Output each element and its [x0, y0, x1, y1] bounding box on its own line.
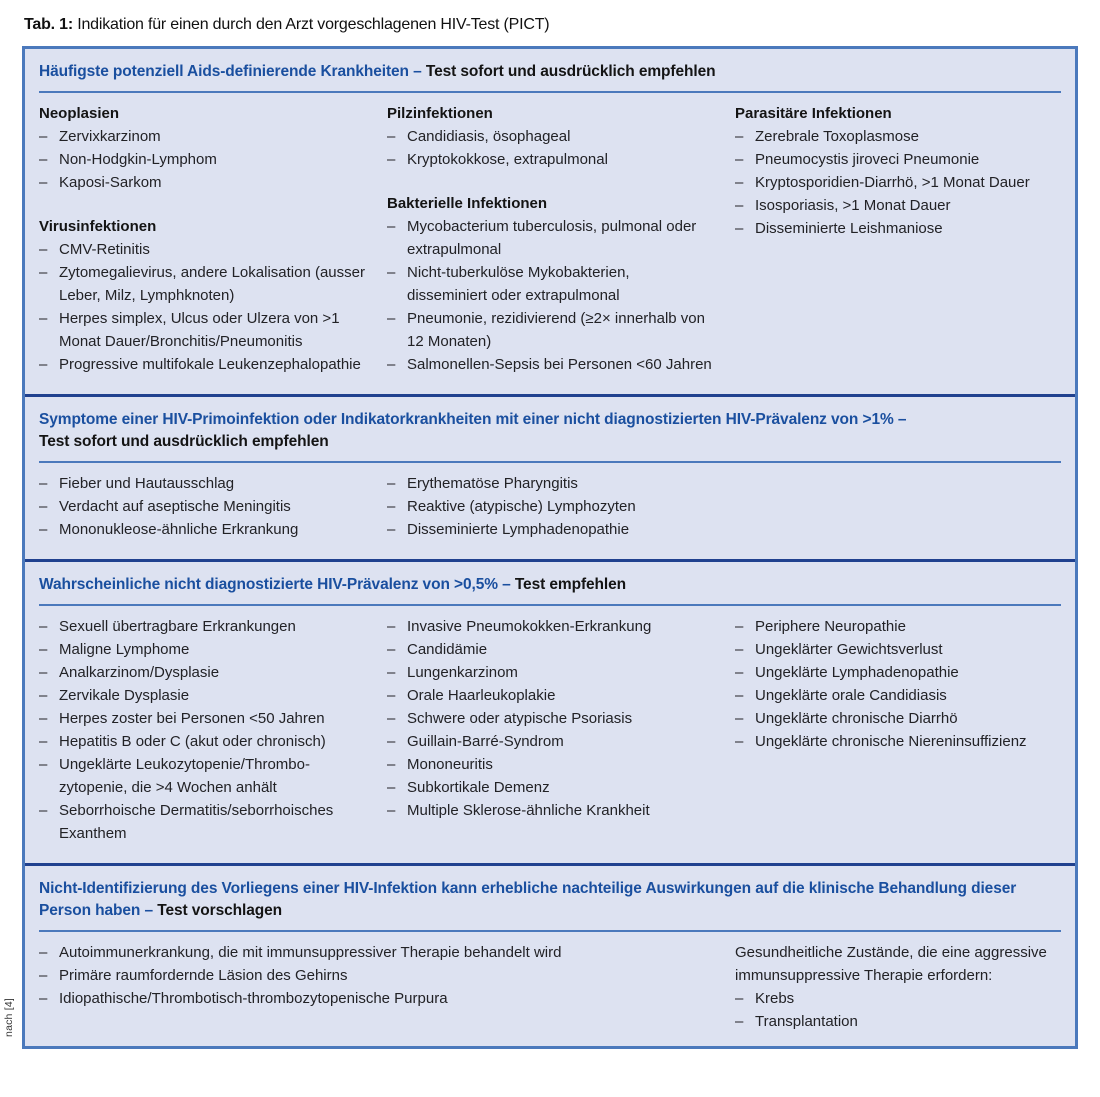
list-item — [387, 661, 713, 684]
list-item — [387, 684, 713, 707]
list-item — [39, 472, 365, 495]
item-group — [39, 215, 365, 376]
content-column — [387, 472, 713, 541]
list-item-text: Disseminierte Leishmaniose — [755, 220, 943, 237]
item-group — [39, 102, 365, 194]
list-item-text: Isosporiasis, >1 Monat Dauer — [755, 197, 951, 214]
list-item — [387, 125, 713, 148]
list-item-text: Maligne Lymphome — [59, 641, 190, 658]
list-item-text: Candidiasis, ösophageal — [407, 128, 571, 145]
section-heading — [25, 397, 1075, 461]
list-item — [39, 495, 365, 518]
section-heading-recommendation: Test vorschlagen — [157, 902, 282, 919]
item-dash-marker — [39, 307, 59, 353]
list-item-text: Mononukleose-ähnliche Erkrankung — [59, 521, 299, 538]
list-item-text: Fieber und Hautausschlag — [59, 475, 235, 492]
item-dash-marker — [39, 987, 59, 1010]
list-item — [39, 261, 365, 307]
item-dash-marker — [387, 638, 407, 661]
list-item-text: Zervikale Dysplasie — [59, 687, 190, 704]
list-item — [387, 307, 713, 353]
item-dash-marker — [735, 125, 755, 148]
item-dash-marker — [39, 472, 59, 495]
section-heading-recommendation: Test sofort und ausdrücklich empfehlen — [425, 63, 716, 80]
list-item-text: Zerebrale Toxoplasmose — [755, 128, 919, 145]
list-item-text: Herpes zoster bei Personen <50 Jahren — [59, 710, 325, 727]
item-dash-marker — [39, 638, 59, 661]
list-item — [39, 964, 713, 987]
list-item — [735, 125, 1061, 148]
list-item-text: Disseminierte Lymphadenopathie — [407, 521, 630, 538]
list-item-text: Pneumocystis jiroveci Pneumonie — [755, 151, 980, 168]
list-item — [735, 171, 1061, 194]
list-item — [387, 799, 713, 822]
list-item-text: Non-Hodgkin-Lymphom — [59, 151, 217, 168]
list-item — [39, 171, 365, 194]
content-column — [735, 615, 1061, 845]
list-item-text: Kryptokokkose, extrapulmonal — [407, 151, 608, 168]
content-column — [735, 941, 1061, 1033]
item-dash-marker — [39, 353, 59, 376]
list-item-text: Schwere oder atypische Psoriasis — [407, 710, 633, 727]
item-dash-marker — [387, 125, 407, 148]
item-dash-marker — [387, 148, 407, 171]
item-dash-marker — [387, 615, 407, 638]
content-column — [39, 102, 365, 376]
section-heading — [25, 866, 1075, 930]
list-item — [39, 684, 365, 707]
list-item — [39, 707, 365, 730]
item-dash-marker — [387, 799, 407, 822]
list-item-text: Mycobacterium tuberculosis, pulmonal oder extrapulmonal — [407, 218, 697, 258]
list-item — [735, 217, 1061, 240]
list-item — [39, 753, 365, 799]
list-item-text: Multiple Sklerose-ähnliche Krankheit — [407, 802, 650, 819]
item-dash-marker — [387, 261, 407, 307]
list-item — [39, 799, 365, 845]
item-group — [387, 192, 713, 376]
item-group — [39, 941, 713, 1010]
content-column — [39, 472, 365, 541]
item-dash-marker — [387, 215, 407, 261]
list-item — [735, 1010, 1061, 1033]
list-item-text: Ungeklärte chronische Diarrhö — [755, 710, 958, 727]
section-heading-condition: Symptome einer HIV-Primoinfektion oder Indikatorkrankheiten mit einer nicht diagnostizierten HIV-Prävalenz von >1% – — [39, 411, 907, 428]
list-item-text: Subkortikale Demenz — [407, 779, 550, 796]
list-item — [387, 615, 713, 638]
list-item — [39, 353, 365, 376]
list-item — [39, 987, 713, 1010]
list-item — [39, 238, 365, 261]
list-item — [39, 307, 365, 353]
list-item-text: CMV-Retinitis — [59, 241, 150, 258]
list-item — [387, 472, 713, 495]
list-item — [735, 615, 1061, 638]
item-dash-marker — [387, 307, 407, 353]
source-note: nach [4] — [3, 998, 15, 1037]
table-caption — [24, 15, 1078, 35]
list-item-text: Zytomegalievirus, andere Lokalisation (ausser Leber, Milz, Lymphknoten) — [59, 264, 365, 304]
item-group — [735, 941, 1061, 1033]
list-item-text: Salmonellen-Sepsis bei Personen <60 Jahren — [407, 356, 712, 373]
section-heading-recommendation: Test sofort und ausdrücklich empfehlen — [39, 433, 329, 450]
list-item-text: Idiopathische/Thrombotisch-thrombozytopenische Purpura — [59, 990, 448, 1007]
group-subheading: Pilzinfektionen — [387, 105, 493, 122]
list-item — [387, 518, 713, 541]
item-dash-marker — [735, 194, 755, 217]
content-column — [39, 615, 365, 845]
item-group — [39, 472, 365, 541]
item-dash-marker — [735, 661, 755, 684]
item-dash-marker — [387, 518, 407, 541]
section-heading-condition: Häufigste potenziell Aids-definierende Krankheiten – — [39, 63, 422, 80]
item-dash-marker — [39, 964, 59, 987]
list-item-text: Nicht-tuberkulöse Mykobakterien, disseminiert oder extrapulmonal — [407, 264, 630, 304]
content-column — [735, 472, 1061, 541]
list-item — [387, 148, 713, 171]
indication-table — [22, 46, 1078, 1049]
list-item — [387, 215, 713, 261]
section-content — [25, 93, 1075, 394]
list-item — [387, 495, 713, 518]
section-heading — [25, 49, 1075, 91]
list-item-text: Orale Haarleukoplakie — [407, 687, 556, 704]
item-dash-marker — [387, 730, 407, 753]
list-item — [735, 148, 1061, 171]
group-subheading: Parasitäre Infektionen — [735, 105, 892, 122]
list-item — [387, 753, 713, 776]
item-dash-marker — [39, 518, 59, 541]
section-heading-recommendation: Test empfehlen — [514, 576, 626, 593]
item-dash-marker — [735, 707, 755, 730]
group-subheading: Neoplasien — [39, 105, 120, 122]
item-dash-marker — [735, 1010, 755, 1033]
item-dash-marker — [39, 495, 59, 518]
list-item-text: Seborrhoische Dermatitis/seborrhoisches Exanthem — [59, 802, 334, 842]
content-column — [39, 941, 713, 1033]
item-dash-marker — [39, 615, 59, 638]
item-dash-marker — [39, 148, 59, 171]
section-heading — [25, 562, 1075, 604]
group-subheading: Virusinfektionen — [39, 218, 157, 235]
list-item-text: Mononeuritis — [407, 756, 493, 773]
list-item-text: Kryptosporidien-Diarrhö, >1 Monat Dauer — [755, 174, 1030, 191]
item-dash-marker — [39, 799, 59, 845]
list-item-text: Zervixkarzinom — [59, 128, 161, 145]
list-item-text: Erythematöse Pharyngitis — [407, 475, 578, 492]
item-dash-marker — [735, 684, 755, 707]
list-item — [39, 518, 365, 541]
item-dash-marker — [387, 353, 407, 376]
list-item — [39, 661, 365, 684]
list-item-text: Verdacht auf aseptische Meningitis — [59, 498, 291, 515]
item-group — [735, 102, 1061, 240]
list-item — [39, 941, 713, 964]
item-dash-marker — [39, 941, 59, 964]
item-dash-marker — [387, 472, 407, 495]
item-dash-marker — [39, 261, 59, 307]
item-dash-marker — [735, 148, 755, 171]
item-dash-marker — [387, 707, 407, 730]
item-dash-marker — [387, 776, 407, 799]
list-item — [39, 638, 365, 661]
list-item-text: Ungeklärter Gewichtsverlust — [755, 641, 943, 658]
list-item-text: Reaktive (atypische) Lymphozyten — [407, 498, 636, 515]
list-item-text: Ungeklärte Lymphadenopathie — [755, 664, 959, 681]
list-item-text: Ungeklärte Leukozytopenie/Thrombozytopenie, die >4 Wochen anhält — [59, 756, 310, 796]
item-dash-marker — [735, 730, 755, 753]
list-item-text: Analkarzinom/Dysplasie — [59, 664, 220, 681]
list-item — [387, 730, 713, 753]
item-dash-marker — [39, 730, 59, 753]
list-item-text: Periphere Neuropathie — [755, 618, 906, 635]
list-item-text: Ungeklärte chronische Niereninsuffizienz — [755, 733, 1027, 750]
list-item — [387, 261, 713, 307]
item-group — [387, 472, 713, 541]
section-content — [25, 463, 1075, 559]
list-item — [39, 125, 365, 148]
list-item-text: Ungeklärte orale Candidiasis — [755, 687, 947, 704]
list-item-text: Krebs — [755, 990, 795, 1007]
item-group — [39, 615, 365, 845]
item-dash-marker — [39, 238, 59, 261]
list-item — [735, 987, 1061, 1010]
item-dash-marker — [39, 707, 59, 730]
content-column — [735, 102, 1061, 376]
item-dash-marker — [735, 217, 755, 240]
item-dash-marker — [387, 661, 407, 684]
list-item — [735, 661, 1061, 684]
item-dash-marker — [735, 171, 755, 194]
item-dash-marker — [39, 753, 59, 799]
list-item — [387, 638, 713, 661]
section-content — [25, 932, 1075, 1046]
list-item-text: Herpes simplex, Ulcus oder Ulzera von >1 Monat Dauer/Bronchitis/Pneumonitis — [59, 310, 340, 350]
item-dash-marker — [39, 661, 59, 684]
list-item — [39, 730, 365, 753]
item-dash-marker — [387, 495, 407, 518]
item-group — [387, 102, 713, 171]
group-intro: Gesundheitliche Zustände, die eine aggressive immunsuppressive Therapie erfordern: — [735, 944, 1047, 984]
item-dash-marker — [39, 125, 59, 148]
list-item — [735, 684, 1061, 707]
list-item-text: Sexuell übertragbare Erkrankungen — [59, 618, 296, 635]
list-item — [735, 194, 1061, 217]
list-item-text: Pneumonie, rezidivierend (≥2× innerhalb von 12 Monaten) — [407, 310, 705, 350]
table-caption-label: Tab. 1: — [24, 16, 73, 33]
item-dash-marker — [387, 684, 407, 707]
list-item-text: Autoimmunerkrankung, die mit immunsuppressiver Therapie behandelt wird — [59, 944, 562, 961]
group-subheading: Bakterielle Infektionen — [387, 195, 548, 212]
section-content — [25, 606, 1075, 863]
list-item-text: Transplantation — [755, 1013, 858, 1030]
list-item — [735, 707, 1061, 730]
item-dash-marker — [387, 753, 407, 776]
item-group — [735, 615, 1061, 753]
item-dash-marker — [735, 615, 755, 638]
list-item-text: Progressive multifokale Leukenzephalopathie — [59, 356, 361, 373]
list-item-text: Guillain-Barré-Syndrom — [407, 733, 564, 750]
item-dash-marker — [735, 987, 755, 1010]
list-item — [387, 776, 713, 799]
list-item — [387, 707, 713, 730]
list-item — [387, 353, 713, 376]
list-item-text: Primäre raumfordernde Läsion des Gehirns — [59, 967, 348, 984]
list-item — [39, 148, 365, 171]
table-caption-text: Indikation für einen durch den Arzt vorgeschlagenen HIV-Test (PICT) — [77, 16, 550, 33]
item-group — [387, 615, 713, 822]
list-item — [39, 615, 365, 638]
item-dash-marker — [39, 171, 59, 194]
item-dash-marker — [735, 638, 755, 661]
content-column — [387, 615, 713, 845]
section-heading-condition: Nicht-Identifizierung des Vorliegens einer HIV-Infektion kann erhebliche nachteilige Auswirkungen auf die klinische Behandlung dieser Person haben – — [39, 880, 1017, 919]
list-item-text: Invasive Pneumokokken-Erkrankung — [407, 618, 652, 635]
list-item-text: Hepatitis B oder C (akut oder chronisch) — [59, 733, 326, 750]
list-item — [735, 638, 1061, 661]
item-dash-marker — [39, 684, 59, 707]
content-column — [387, 102, 713, 376]
list-item-text: Kaposi-Sarkom — [59, 174, 162, 191]
list-item-text: Lungenkarzinom — [407, 664, 518, 681]
list-item — [735, 730, 1061, 753]
list-item-text: Candidämie — [407, 641, 488, 658]
section-heading-condition: Wahrscheinliche nicht diagnostizierte HIV-Prävalenz von >0,5% – — [39, 576, 511, 593]
